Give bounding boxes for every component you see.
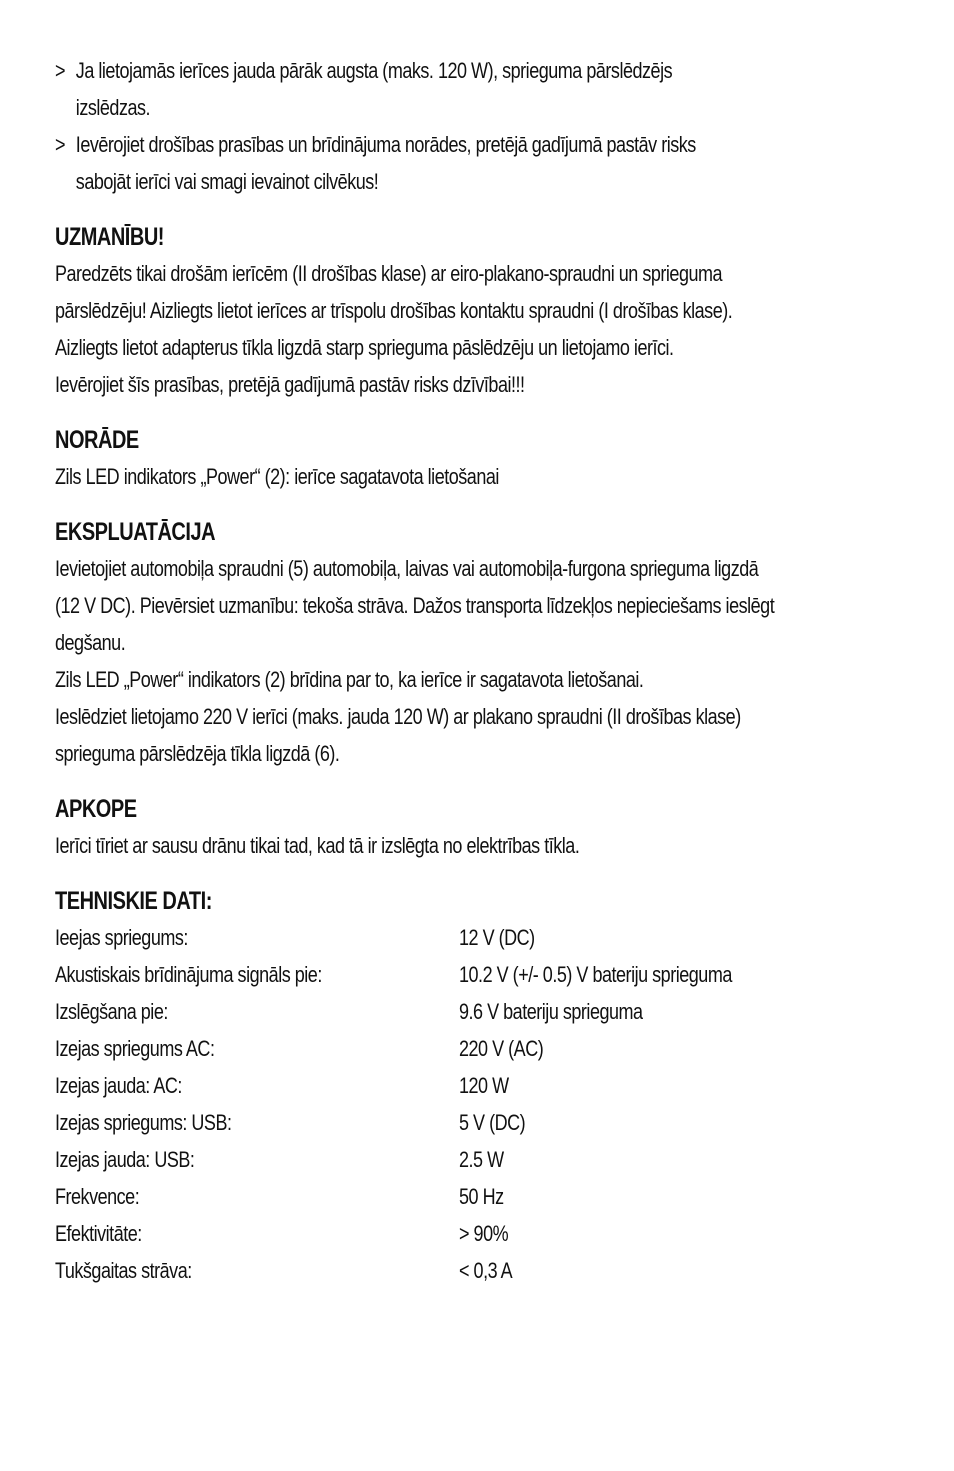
text-line: degšanu.	[55, 630, 126, 655]
specs-section	[55, 883, 905, 1289]
bullet-line: Ievērojiet drošības prasības un brīdinājuma norādes, pretējā gadījumā pastāv risks	[75, 132, 696, 157]
spec-value: < 0,3 A	[459, 1258, 513, 1283]
text-line: Zils LED indikators „Power“ (2): ierīce sagatavota lietošanai	[55, 464, 499, 489]
text-line: Ievērojiet šīs prasības, pretējā gadījumā pastāv risks dzīvībai!!!	[55, 372, 525, 397]
operation-heading: EKSPLUATĀCIJA	[55, 518, 216, 546]
specs-table	[55, 919, 905, 1289]
spec-label: Izejas jauda: USB:	[55, 1147, 195, 1172]
spec-value: 220 V (AC)	[459, 1036, 544, 1061]
bullet-line: sabojāt ierīci vai smagi ievainot cilvēkus!	[75, 169, 379, 194]
spec-value: 10.2 V (+/- 0.5) V bateriju sprieguma	[459, 962, 732, 987]
note-section	[55, 422, 905, 495]
bullet-line: Ja lietojamās ierīces jauda pārāk augsta (maks. 120 W), sprieguma pārslēdzējs	[75, 58, 673, 83]
spec-value: 9.6 V bateriju sprieguma	[459, 999, 643, 1024]
warning-heading: UZMANĪBU!	[55, 223, 164, 251]
spec-value: 12 V (DC)	[459, 925, 535, 950]
spec-label: Efektivitāte:	[55, 1221, 142, 1246]
note-heading: NORĀDE	[55, 426, 139, 454]
text-line: Paredzēts tikai drošām ierīcēm (II drošības klase) ar eiro-plakano-spraudni un sprieguma	[55, 261, 723, 286]
document-page	[55, 52, 905, 1289]
spec-value: 120 W	[459, 1073, 509, 1098]
bullet-line: izslēdzas.	[75, 95, 151, 120]
spec-label: Akustiskais brīdinājuma signāls pie:	[55, 962, 322, 987]
spec-label: Izejas jauda: AC:	[55, 1073, 182, 1098]
text-line: (12 V DC). Pievērsiet uzmanību: tekoša strāva. Dažos transporta līdzekļos nepieciešams ieslēgt	[55, 593, 775, 618]
spec-value: 50 Hz	[459, 1184, 504, 1209]
maintenance-text	[55, 827, 905, 864]
text-line: sprieguma pārslēdzēja tīkla ligzdā (6).	[55, 741, 340, 766]
bullet-text	[76, 52, 905, 126]
maintenance-heading: APKOPE	[55, 795, 137, 823]
bullet-item	[55, 52, 905, 126]
warning-text	[55, 255, 905, 403]
spec-label: Ieejas spriegums:	[55, 925, 188, 950]
specs-heading: TEHNISKIE DATI:	[55, 887, 212, 915]
bullet-marker: >	[55, 132, 66, 157]
operation-text	[55, 550, 905, 772]
spec-value: > 90%	[459, 1221, 509, 1246]
text-line: Ieslēdziet lietojamo 220 V ierīci (maks. jauda 120 W) ar plakano spraudni (II drošības klase)	[55, 704, 741, 729]
operation-section	[55, 514, 905, 772]
text-line: Zils LED „Power“ indikators (2) brīdina par to, ka ierīce ir sagatavota lietošanai.	[55, 667, 644, 692]
spec-value: 2.5 W	[459, 1147, 504, 1172]
note-text	[55, 458, 905, 495]
spec-label: Tukšgaitas strāva:	[55, 1258, 192, 1283]
bullet-text	[76, 126, 905, 200]
bullet-marker: >	[55, 58, 66, 83]
text-line: Ierīci tīriet ar sausu drānu tikai tad, kad tā ir izslēgta no elektrības tīkla.	[55, 833, 580, 858]
text-line: Ievietojiet automobiļa spraudni (5) automobiļa, laivas vai automobiļa-furgona sprieguma ligzdā	[55, 556, 759, 581]
spec-label: Izslēgšana pie:	[55, 999, 168, 1024]
warning-section	[55, 219, 905, 403]
spec-value: 5 V (DC)	[459, 1110, 526, 1135]
spec-label: Izejas spriegums: USB:	[55, 1110, 232, 1135]
bullet-item	[55, 126, 905, 200]
document-body	[55, 52, 905, 1289]
spec-label: Frekvence:	[55, 1184, 140, 1209]
maintenance-section	[55, 791, 905, 864]
text-line: Aizliegts lietot adapterus tīkla ligzdā starp sprieguma pāslēdzēju un lietojamo ierīci.	[55, 335, 674, 360]
spec-label: Izejas spriegums AC:	[55, 1036, 215, 1061]
text-line: pārslēdzēju! Aizliegts lietot ierīces ar trīspolu drošības kontaktu spraudni (I drošības klase).	[55, 298, 733, 323]
